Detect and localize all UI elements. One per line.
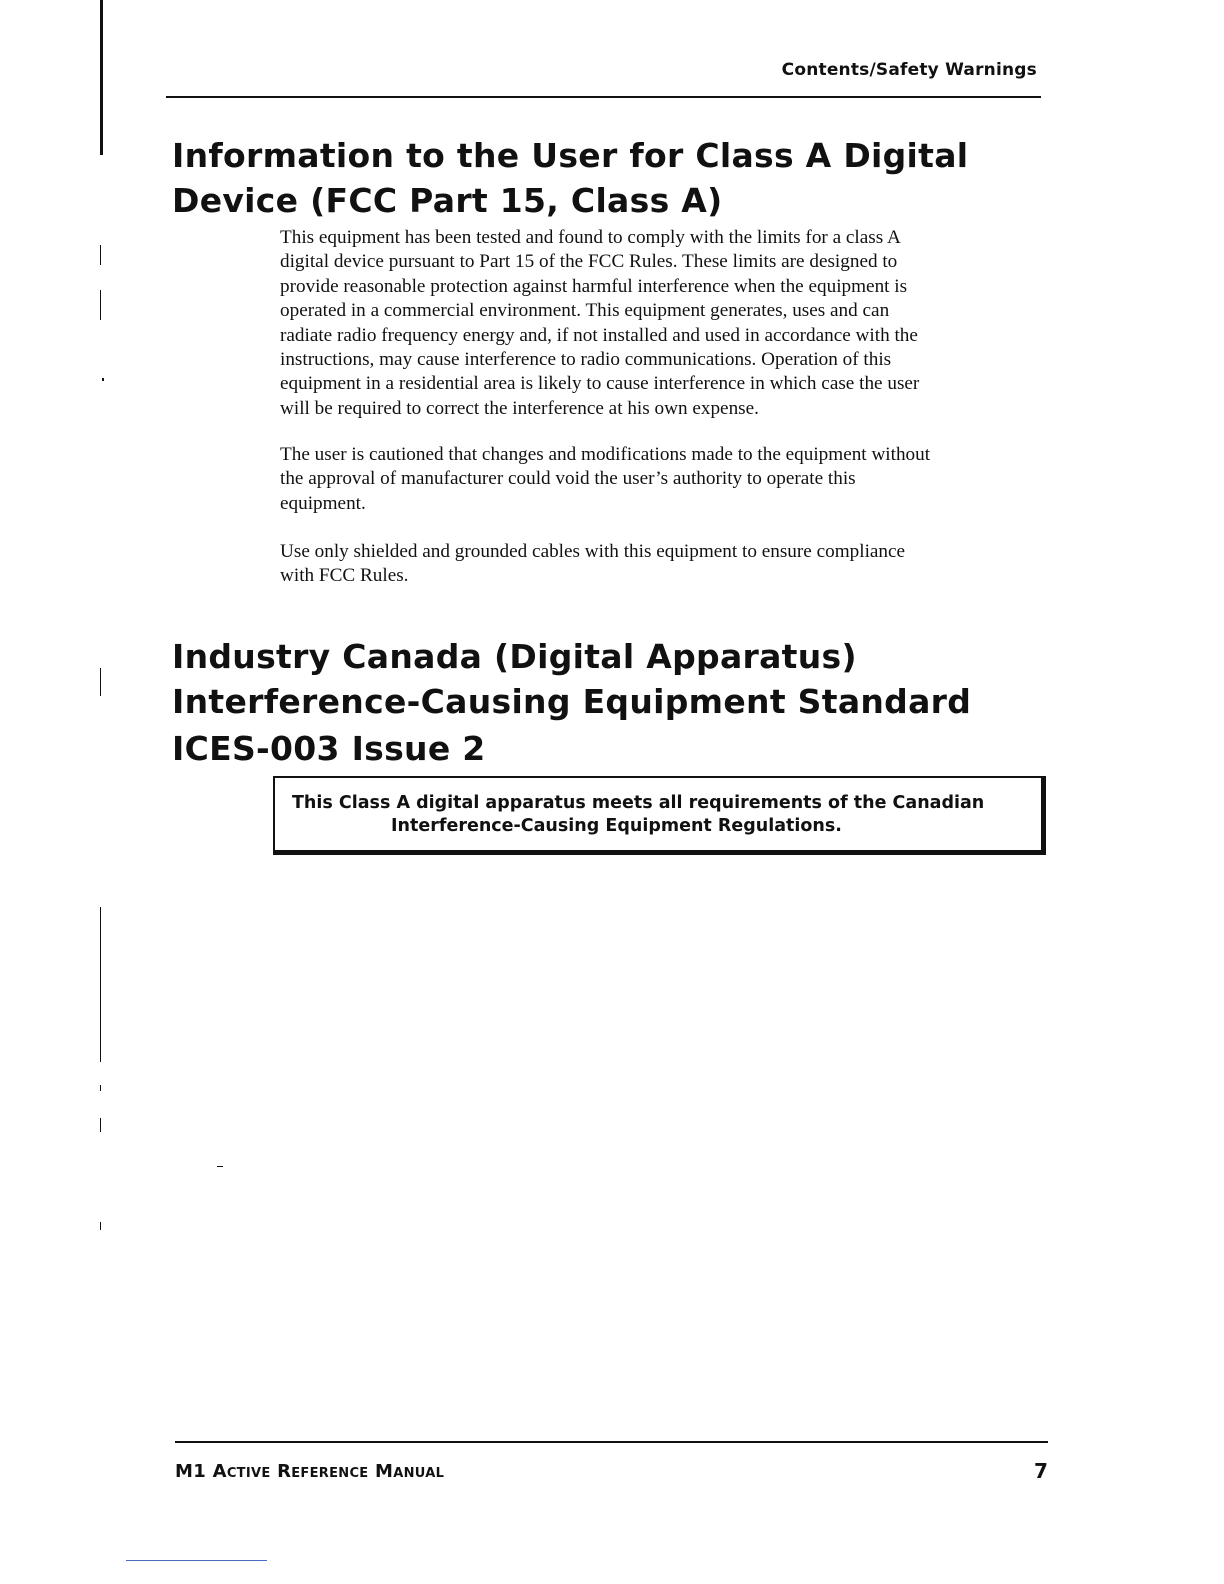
fcc-paragraph-cables — [280, 540, 1050, 589]
heading-line: Device (FCC Part 15, Class A) — [172, 181, 723, 220]
text-line: with FCC Rules. — [280, 565, 409, 587]
text-line: provide reasonable protection against harmful interference when the equipment is — [280, 275, 908, 297]
compliance-notice-text — [292, 792, 984, 838]
notice-line: This Class A digital apparatus meets all requirements of the Canadian — [292, 793, 985, 813]
text-line: Use only shielded and grounded cables with this equipment to ensure compliance — [280, 541, 906, 562]
notice-line: Interference-Causing Equipment Regulations. — [391, 816, 842, 836]
text-line: the approval of manufacturer could void the user’s authority to operate this — [280, 468, 856, 490]
text-line: operated in a commercial environment. This equipment generates, uses and can — [280, 300, 890, 322]
scan-edge-mark — [100, 245, 101, 265]
text-line: digital device pursuant to Part 15 of the FCC Rules. These limits are designed to — [280, 251, 898, 273]
section-heading-industry-canada — [172, 634, 971, 771]
footer-manual-title: M1 Active Reference Manual — [175, 1461, 445, 1482]
fcc-paragraph-compliance — [280, 226, 1050, 421]
scan-edge-mark — [100, 1085, 101, 1091]
compliance-notice-box — [273, 776, 1046, 855]
heading-line: Interference-Causing Equipment Standard — [172, 682, 972, 721]
scan-edge-mark — [100, 1118, 101, 1132]
fcc-paragraph-modifications — [280, 443, 1050, 516]
scan-edge-line — [100, 907, 101, 1062]
section-heading-fcc — [172, 133, 968, 223]
text-line: radiate radio frequency energy and, if not installed and used in accordance with the — [280, 324, 918, 346]
scan-artifact-line — [126, 1560, 267, 1561]
text-line: This equipment has been tested and found to comply with the limits for a class A — [280, 227, 901, 248]
scan-edge-mark — [100, 668, 101, 696]
running-header: Contents/Safety Warnings — [781, 60, 1037, 80]
scan-edge-mark — [100, 290, 101, 320]
text-line: equipment. — [280, 492, 366, 514]
text-line: equipment in a residential area is likely to cause interference in which case the user — [280, 373, 920, 395]
heading-line: Industry Canada (Digital Apparatus) — [172, 637, 857, 676]
page-number: 7 — [1034, 1459, 1048, 1483]
text-line: instructions, may cause interference to radio communications. Operation of this — [280, 349, 892, 371]
text-line: will be required to correct the interference at his own expense. — [280, 397, 759, 419]
heading-line: ICES-003 Issue 2 — [172, 729, 486, 768]
scan-edge-line — [100, 0, 103, 155]
scan-edge-mark — [100, 1222, 101, 1230]
header-rule — [166, 96, 1041, 98]
scan-edge-mark — [217, 1166, 223, 1167]
footer-rule — [175, 1441, 1048, 1443]
scan-edge-mark — [102, 378, 104, 381]
heading-line: Information to the User for Class A Digital — [172, 136, 969, 175]
text-line: The user is cautioned that changes and modifications made to the equipment without — [280, 444, 931, 465]
